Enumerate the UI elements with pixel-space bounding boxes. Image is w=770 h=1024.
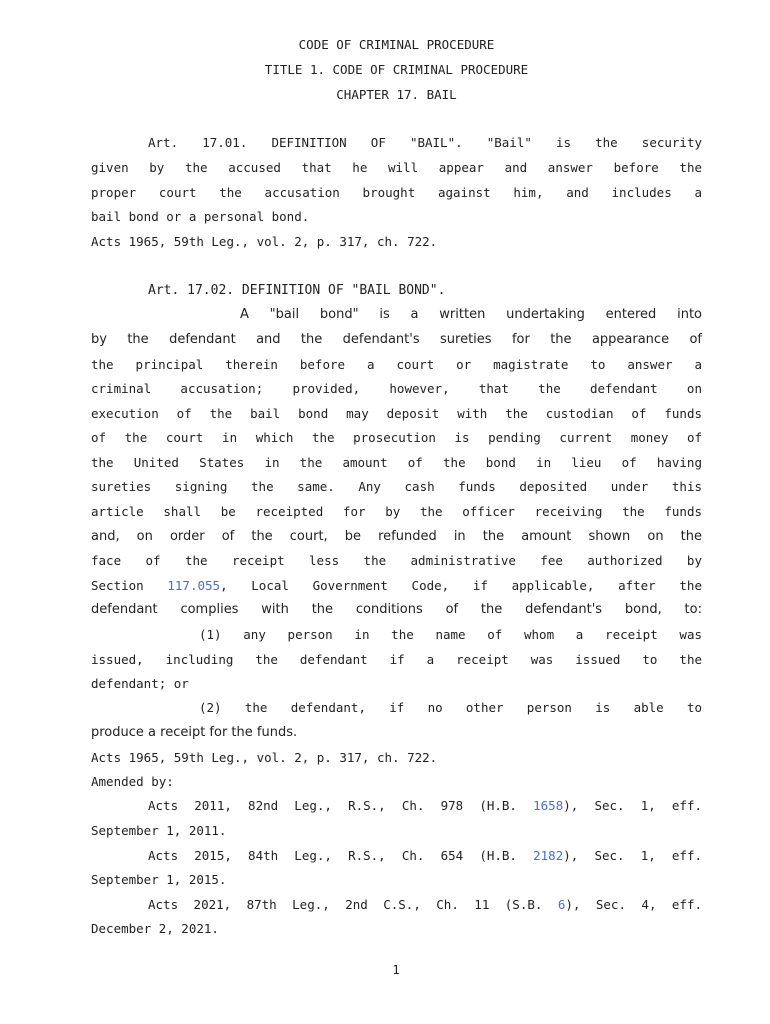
art-17-02-line-8: sureties signing the same. Any cash funds deposited under this [91, 479, 702, 494]
amendment-2021 [148, 897, 702, 913]
amendment-2011 [148, 798, 702, 814]
title-heading: TITLE 1. CODE OF CRIMINAL PROCEDURE [264, 62, 529, 77]
art-17-02-line-7: the United States in the amount of the bond in lieu of having [91, 455, 702, 470]
amendment-2015-date: September 1, 2015. [91, 872, 227, 887]
item-1-line-3: defendant; or [91, 676, 189, 691]
art-17-01-line-1: Art. 17.01. DEFINITION OF "BAIL". "Bail" is the security [148, 135, 702, 150]
item-1-line-2: issued, including the defendant if a receipt was issued to the [91, 652, 702, 667]
art-17-02-line-5: execution of the bail bond may deposit with the custodian of funds [91, 406, 702, 421]
amendment-2011-date: September 1, 2011. [91, 823, 227, 838]
chapter-heading: CHAPTER 17. BAIL [336, 87, 457, 102]
line-12-text-after: , Local Government Code, if applicable, after the [220, 578, 702, 593]
art-17-02-line-2: by the defendant and the defendant's sureties for the appearance of [91, 332, 702, 347]
item-2-line-1: (2) the defendant, if no other person is able to [199, 700, 702, 715]
amendment-2015-text: Acts 2015, 84th Leg., R.S., Ch. 654 (H.B. [148, 848, 534, 863]
art-17-02-line-3: the principal therein before a court or magistrate to answer a [91, 357, 702, 372]
art-17-02-heading: Art. 17.02. DEFINITION OF "BAIL BOND". [148, 283, 446, 298]
hb-1658-link[interactable]: 1658 [533, 798, 564, 813]
art-17-01-source: Acts 1965, 59th Leg., vol. 2, p. 317, ch. 722. [91, 234, 438, 249]
code-heading: CODE OF CRIMINAL PROCEDURE [298, 37, 495, 52]
amendment-2015 [148, 848, 702, 864]
art-17-02-line-11: face of the receipt less the administrative fee authorized by [91, 553, 702, 568]
amendment-2021-date: December 2, 2021. [91, 921, 219, 936]
art-17-02-line-12 [91, 578, 702, 594]
item-2-line-2: produce a receipt for the funds. [91, 725, 298, 740]
art-17-02-source: Acts 1965, 59th Leg., vol. 2, p. 317, ch. 722. [91, 750, 438, 765]
page-number: 1 [392, 962, 400, 977]
hb-2182-link[interactable]: 2182 [533, 848, 564, 863]
art-17-01-line-4: bail bond or a personal bond. [91, 209, 310, 224]
amendment-2011-text-after: ), Sec. 1, eff. [563, 798, 703, 813]
art-17-01-line-3: proper court the accusation brought against him, and includes a [91, 185, 702, 200]
amendment-2015-text-after: ), Sec. 1, eff. [563, 848, 703, 863]
amendment-2021-text-after: ), Sec. 4, eff. [565, 897, 703, 912]
amendment-2021-text: Acts 2021, 87th Leg., 2nd C.S., Ch. 11 (S.B. [148, 897, 558, 912]
art-17-02-line-1: A "bail bond" is a written undertaking entered into [240, 307, 702, 322]
amended-by-label: Amended by: [91, 774, 174, 789]
amendment-2011-text: Acts 2011, 82nd Leg., R.S., Ch. 978 (H.B. [148, 798, 534, 813]
item-1-line-1: (1) any person in the name of whom a receipt was [199, 627, 702, 642]
art-17-02-line-6: of the court in which the prosecution is pending current money of [91, 430, 702, 445]
section-117-055-link[interactable]: 117.055 [167, 578, 221, 593]
art-17-01-line-2: given by the accused that he will appear and answer before the [91, 160, 702, 175]
art-17-02-line-13: defendant complies with the conditions of the defendant's bond, to: [91, 602, 702, 617]
line-12-text-before: Section [91, 578, 168, 593]
art-17-02-line-10: and, on order of the court, be refunded in the amount shown on the [91, 529, 702, 544]
art-17-02-line-4: criminal accusation; provided, however, that the defendant on [91, 381, 702, 396]
art-17-02-line-9: article shall be receipted for by the officer receiving the funds [91, 504, 702, 519]
sb-6-link[interactable]: 6 [557, 897, 566, 912]
